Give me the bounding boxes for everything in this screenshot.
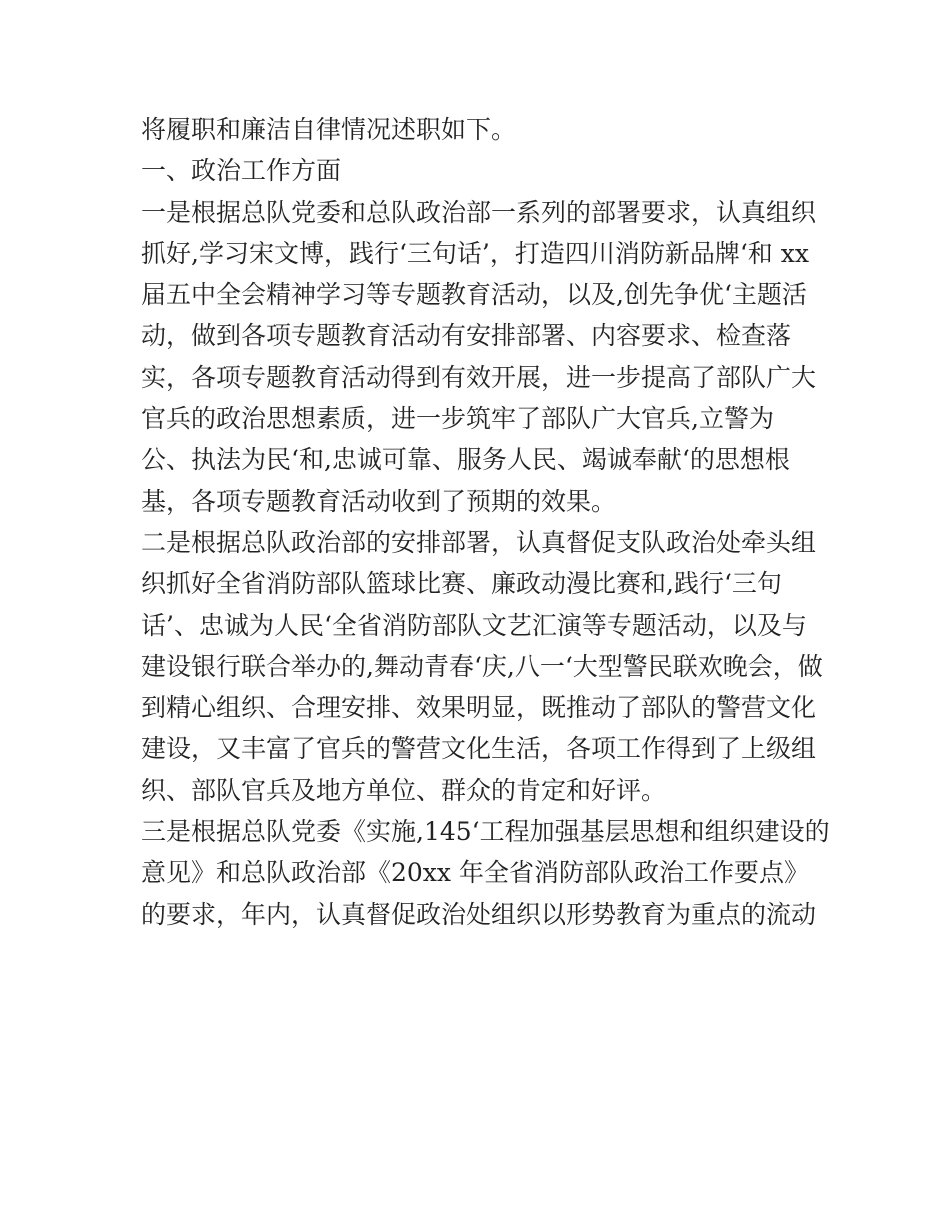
text-line: 二是根据总队政治部的安排部署，认真督促支队政治处牵头组	[141, 527, 817, 557]
text-line: 一是根据总队党委和总队政治部一系列的部署要求，认真组织	[141, 197, 817, 227]
text-line: 话’、忠诚为人民‘全省消防部队文艺汇演等专题活动，以及与	[141, 610, 807, 640]
text-line: 建设银行联合举办的,舞动青春‘庆,八一‘大型警民联欢晚会，做	[141, 651, 823, 681]
text-line: 抓好,学习宋文博，践行‘三句话’，打造四川消防新品牌‘和 xx	[141, 238, 809, 268]
text-line: 的要求，年内，认真督促政治处组织以形势教育为重点的流动	[141, 899, 817, 929]
text-line: 动，做到各项专题教育活动有安排部署、内容要求、检查落	[141, 321, 792, 351]
text-line: 织、部队官兵及地方单位、群众的肯定和好评。	[141, 775, 667, 805]
document-body	[141, 109, 841, 935]
text-line: 基，各项专题教育活动收到了预期的效果。	[141, 486, 617, 516]
text-line: 实，各项专题教育活动得到有效开展，进一步提高了部队广大	[141, 362, 817, 392]
text-line: 三是根据总队党委《实施,145‘工程加强基层思想和组织建设的	[141, 817, 830, 847]
text-line: 到精心组织、合理安排、效果明显，既推动了部队的警营文化	[141, 693, 817, 723]
section-heading: 一、政治工作方面	[141, 156, 342, 186]
text-line: 意见》和总队政治部《20xx 年全省消防部队政治工作要点》	[141, 858, 809, 888]
text-line: 官兵的政治思想素质，进一步筑牢了部队广大官兵,立警为	[141, 404, 774, 434]
text-line: 将履职和廉洁自律情况述职如下。	[141, 115, 517, 144]
text-line: 届五中全会精神学习等专题教育活动，以及,创先争优‘主题活	[141, 280, 807, 310]
text-line: 公、执法为民‘和,忠诚可靠、服务人民、竭诚奉献‘的思想根	[141, 445, 790, 475]
text-line: 织抓好全省消防部队篮球比赛、廉政动漫比赛和,践行‘三句	[141, 569, 782, 599]
text-line: 建设，又丰富了官兵的警营文化生活，各项工作得到了上级组	[141, 734, 817, 764]
